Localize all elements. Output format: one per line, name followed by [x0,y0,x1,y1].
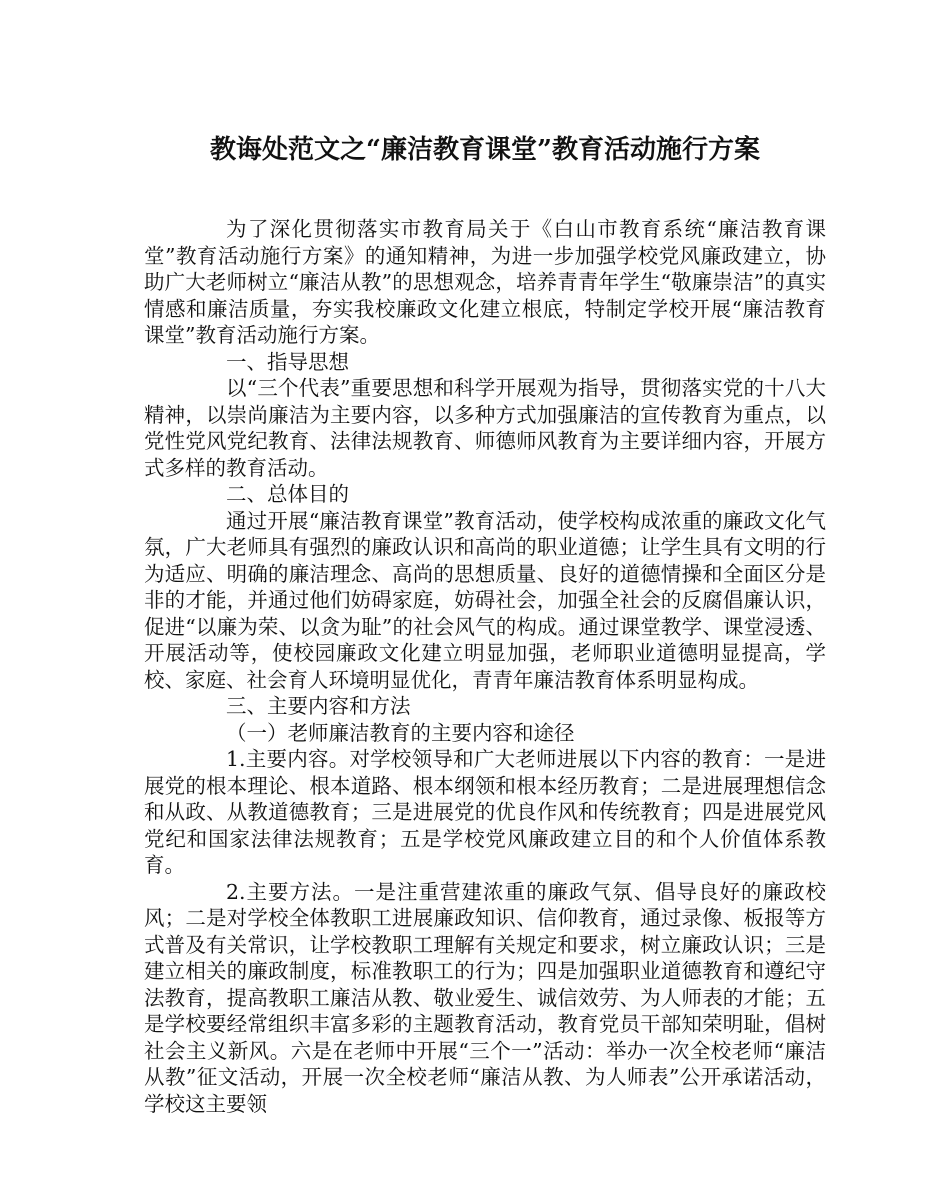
section-heading-content-methods: 三、主要内容和方法 [226,694,411,718]
overall-goal-paragraph: 通过开展“廉洁教育课堂”教育活动，使学校构成浓重的廉政文化气氛，广大老师具有强烈的廉政认识和高尚的职业道德；让学生具有文明的行为适应、明确的廉洁理念、高尚的思想质量、良好的道德情操和全面区分是非的才能，并通过他们妨碍家庭，妨碍社会，加强全社会的反腐倡廉认识，促进“以廉为荣、以贪为耻”的社会风气的构成。通过课堂教学、课堂浸透、开展活动等，使校园廉政文化建立明显加强，老师职业道德明显提高，学校、家庭、社会育人环境明显优化，青青年廉洁教育体系明显构成。 [144,508,826,692]
document-title: 教诲处范文之“廉洁教育课堂”教育活动施行方案 [210,135,760,165]
document-page [144,130,826,1117]
section-heading-guiding-ideology: 一、指导思想 [226,349,349,374]
subsection-heading-teacher-education: （一）老师廉洁教育的主要内容和途径 [226,720,575,745]
section-heading-overall-goal: 二、总体目的 [226,482,349,506]
main-content-paragraph: 1.主要内容。对学校领导和广大老师进展以下内容的教育：一是进展党的根本理论、根本道路、根本纲领和根本经历教育；二是进展理想信念和从政、从教道德教育；三是进展党的优良作风和传统教育；四是进展党风党纪和国家法律法规教育；五是学校党风廉政建立目的和个人价值体系教育。 [144,747,826,877]
main-methods-paragraph: 2.主要方法。一是注重营建浓重的廉政气氛、倡导良好的廉政校风；二是对学校全体教职工进展廉政知识、信仰教育，通过录像、板报等方式普及有关常识，让学校教职工理解有关规定和要求，树立廉政认识；三是建立相关的廉政制度，标准教职工的行为；四是加强职业道德教育和遵纪守法教育，提高教职工廉洁从教、敬业爱生、诚信效劳、为人师表的才能；五是学校要经常组织丰富多彩的主题教育活动，教育党员干部知荣明耻，倡树社会主义新风。六是在老师中开展“三个一”活动：举办一次全校老师“廉洁从教”征文活动，开展一次全校老师“廉洁从教、为人师表”公开承诺活动，学校这主要领 [144,879,826,1116]
guiding-ideology-paragraph: 以“三个代表”重要思想和科学开展观为指导，贯彻落实党的十八大精神，以崇尚廉洁为主要内容，以多种方式加强廉洁的宣传教育为重点，以党性党风党纪教育、法律法规教育、师德师风教育为主要详细内容，开展方式多样的教育活动。 [144,376,826,480]
intro-paragraph: 为了深化贯彻落实市教育局关于《白山市教育系统“廉洁教育课堂”教育活动施行方案》的通知精神，为进一步加强学校党风廉政建立，协助广大老师树立“廉洁从教”的思想观念，培养青青年学生“敬廉崇洁”的真实情感和廉洁质量，夯实我校廉政文化建立根底，特制定学校开展“廉洁教育课堂”教育活动施行方案。 [144,217,826,347]
